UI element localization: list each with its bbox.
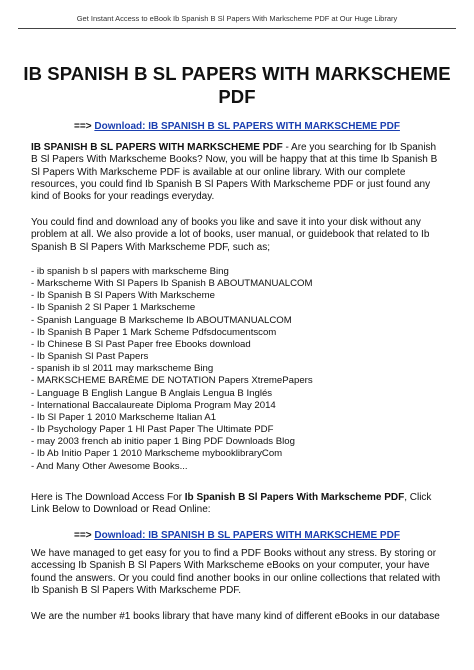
para3-bold: Ib Spanish B Sl Papers With Markscheme PDF [184,492,405,503]
list-item: - Ib Sl Paper 1 2010 Markscheme Italian A1 [31,411,217,423]
intro-text: - Are you searching for Ib Spanish B Sl Papers With Markscheme Books? Now, you will be happy that at this time Ib Spanish B Sl Papers With Markscheme PDF is available at our online library. With our complete resources, you could find Ib Spanish B Sl Papers With Markscheme PDF or just found any kind of Books for your readings everyday. [31,142,438,203]
paragraph-2: You could find and download any of books you like and save it into your disk without any problem at all. We also provide a lot of books, user manual, or guidebook that related to Ib Spanish B Sl Papers With Markscheme PDF, such as; [31,217,430,253]
download-link-bottom[interactable]: Download: IB SPANISH B SL PAPERS WITH MARKSCHEME PDF [94,530,400,541]
list-item: - ib spanish b sl papers with markscheme Bing [31,266,229,277]
header-divider [18,28,456,29]
related-books-list [31,266,313,473]
list-item: - Markscheme With Sl Papers Ib Spanish B ABOUTMANUALCOM [31,278,313,290]
list-item: - may 2003 french ab initio paper 1 Bing PDF Downloads Blog [31,436,295,448]
list-item: - And Many Other Awesome Books... [31,460,188,472]
download-line-bottom [20,530,454,541]
download-arrow: ==> [74,121,92,132]
download-arrow: ==> [74,530,92,541]
list-item: - Ib Spanish Sl Past Papers [31,351,149,363]
list-item: - Ib Spanish B Sl Papers With Markscheme [31,290,215,302]
para3-prefix: Here is The Download Access For [31,492,185,503]
list-item: - Ib Ab Initio Paper 1 2010 Markscheme mybooklibraryCom [31,448,283,460]
paragraph-5: We are the number #1 books library that have many kind of different eBooks in our database [31,611,440,622]
list-item: - Spanish Language B Markscheme Ib ABOUTMANUALCOM [31,314,292,326]
download-link-top[interactable]: Download: IB SPANISH B SL PAPERS WITH MARKSCHEME PDF [94,121,400,132]
list-item: - Language B English Langue B Anglais Lengua B Inglés [31,387,273,399]
paragraph-4: We have managed to get easy for you to find a PDF Books without any stress. By storing or accessing Ib Spanish B Sl Papers With Markscheme eBooks on your computer, your have found the answers. Or you could find another books in our online collections that related with Ib Spanish B Sl Papers With Markscheme PDF. [31,548,441,596]
list-item: - spanish ib sl 2011 may markscheme Bing [31,363,214,375]
list-item: - Ib Spanish B Paper 1 Mark Scheme Pdfsdocumentscom [31,326,277,338]
intro-bold-title: IB SPANISH B SL PAPERS WITH MARKSCHEME PDF [31,142,283,153]
para3-suffix: , Click Link Below to Download or Read Online: [31,492,432,516]
list-item: - Ib Chinese B Sl Past Paper free Ebooks download [31,338,251,350]
download-line-top [20,121,454,132]
intro-paragraph [31,142,444,203]
list-item: - Ib Spanish 2 Sl Paper 1 Markscheme [31,302,196,314]
document-title: IB SPANISH B SL PAPERS WITH MARKSCHEME PDF [23,63,451,107]
list-item: - MARKSCHEME BARÈME DE NOTATION Papers XtremePapers [31,375,313,387]
list-item: - Ib Psychology Paper 1 Hl Past Paper The Ultimate PDF [31,424,274,436]
paragraph-3 [31,492,444,517]
promo-header[interactable]: Get Instant Access to eBook Ib Spanish B Sl Papers With Markscheme PDF at Our Huge Library [76,14,398,23]
list-item: - International Baccalaureate Diploma Program May 2014 [31,399,276,411]
